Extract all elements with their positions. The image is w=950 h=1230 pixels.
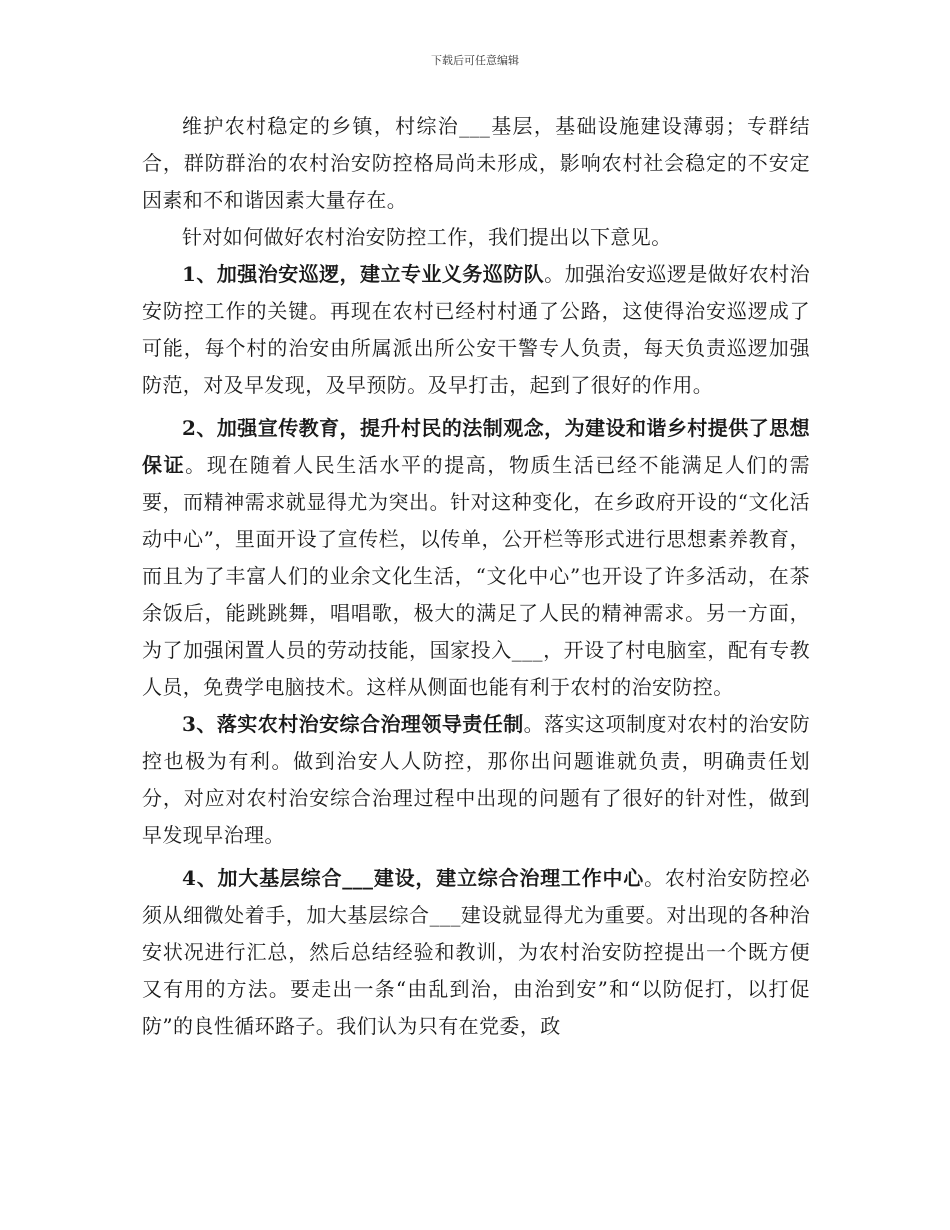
paragraph-4-lead: 2、加强宣传教育，提升村民的法制观念，为建设和谐乡村提供了思想保证 [142,416,810,477]
document-body [142,108,810,1045]
page-header: 下载后可任意编辑 [431,54,519,67]
paragraph-2 [142,219,810,256]
paragraph-6-text: 。农村治安防控必须从细微处着手，加大基层综合___建设就显得尤为重要。对出现的各种治安状况进行汇总，然后总结经验和教训，为农村治安防控提出一个既方便又有用的方法。要走出一条“由乱到治，由治到安”和“以防促打，以打促防”的良性循环路子。我们认为只有在党委，政 [142,866,811,1038]
paragraph-6 [142,860,810,1045]
paragraph-2-text: 针对如何做好农村治安防控工作，我们提出以下意见。 [182,225,672,249]
paragraph-1-text: 维护农村稳定的乡镇，村综治___基层，基础设施建设薄弱；专群结合，群防群治的农村治安防控格局尚未形成，影响农村社会稳定的不安定因素和不和谐因素大量存在。 [142,114,810,212]
paragraph-6-lead: 4、加大基层综合___建设，建立综合治理工作中心 [182,866,645,890]
paragraph-3-text: 。加强治安巡逻是做好农村治安防控工作的关键。再现在农村已经村村通了公路，这使得治安巡逻成了可能，每个村的治安由所属派出所公安干警专人负责，每天负责巡逻加强防范，对及早发现，及早预防。及早打击，起到了很好的作用。 [142,262,810,397]
paragraph-3 [142,256,810,404]
paragraph-5-text: 。落实这项制度对农村的治安防控也极为有利。做到治安人人防控，那你出问题谁就负责，明确责任划分，对应对农村治安综合治理过程中出现的问题有了很好的针对性，做到早发现早治理。 [142,712,810,847]
paragraph-3-lead: 1、加强治安巡逻，建立专业义务巡防队 [182,262,545,286]
paragraph-4 [142,410,810,706]
paragraph-4-text: 。现在随着人民生活水平的提高，物质生活已经不能满足人们的需要，而精神需求就显得尤为突出。针对这种变化，在乡政府开设的“文化活动中心”，里面开设了宣传栏，以传单，公开栏等形式进行思想素养教育，而且为了丰富人们的业余文化生活，“文化中心”也开设了许多活动，在茶余饭后，能跳跳舞，唱唱歌，极大的满足了人民的精神需求。另一方面，为了加强闲置人员的劳动技能，国家投入___，开设了村电脑室，配有专教人员，免费学电脑技术。这样从侧面也能有利于农村的治安防控。 [142,453,810,699]
paragraph-1 [142,108,810,219]
paragraph-5 [142,706,810,854]
paragraph-5-lead: 3、落实农村治安综合治理领导责任制 [182,712,524,736]
